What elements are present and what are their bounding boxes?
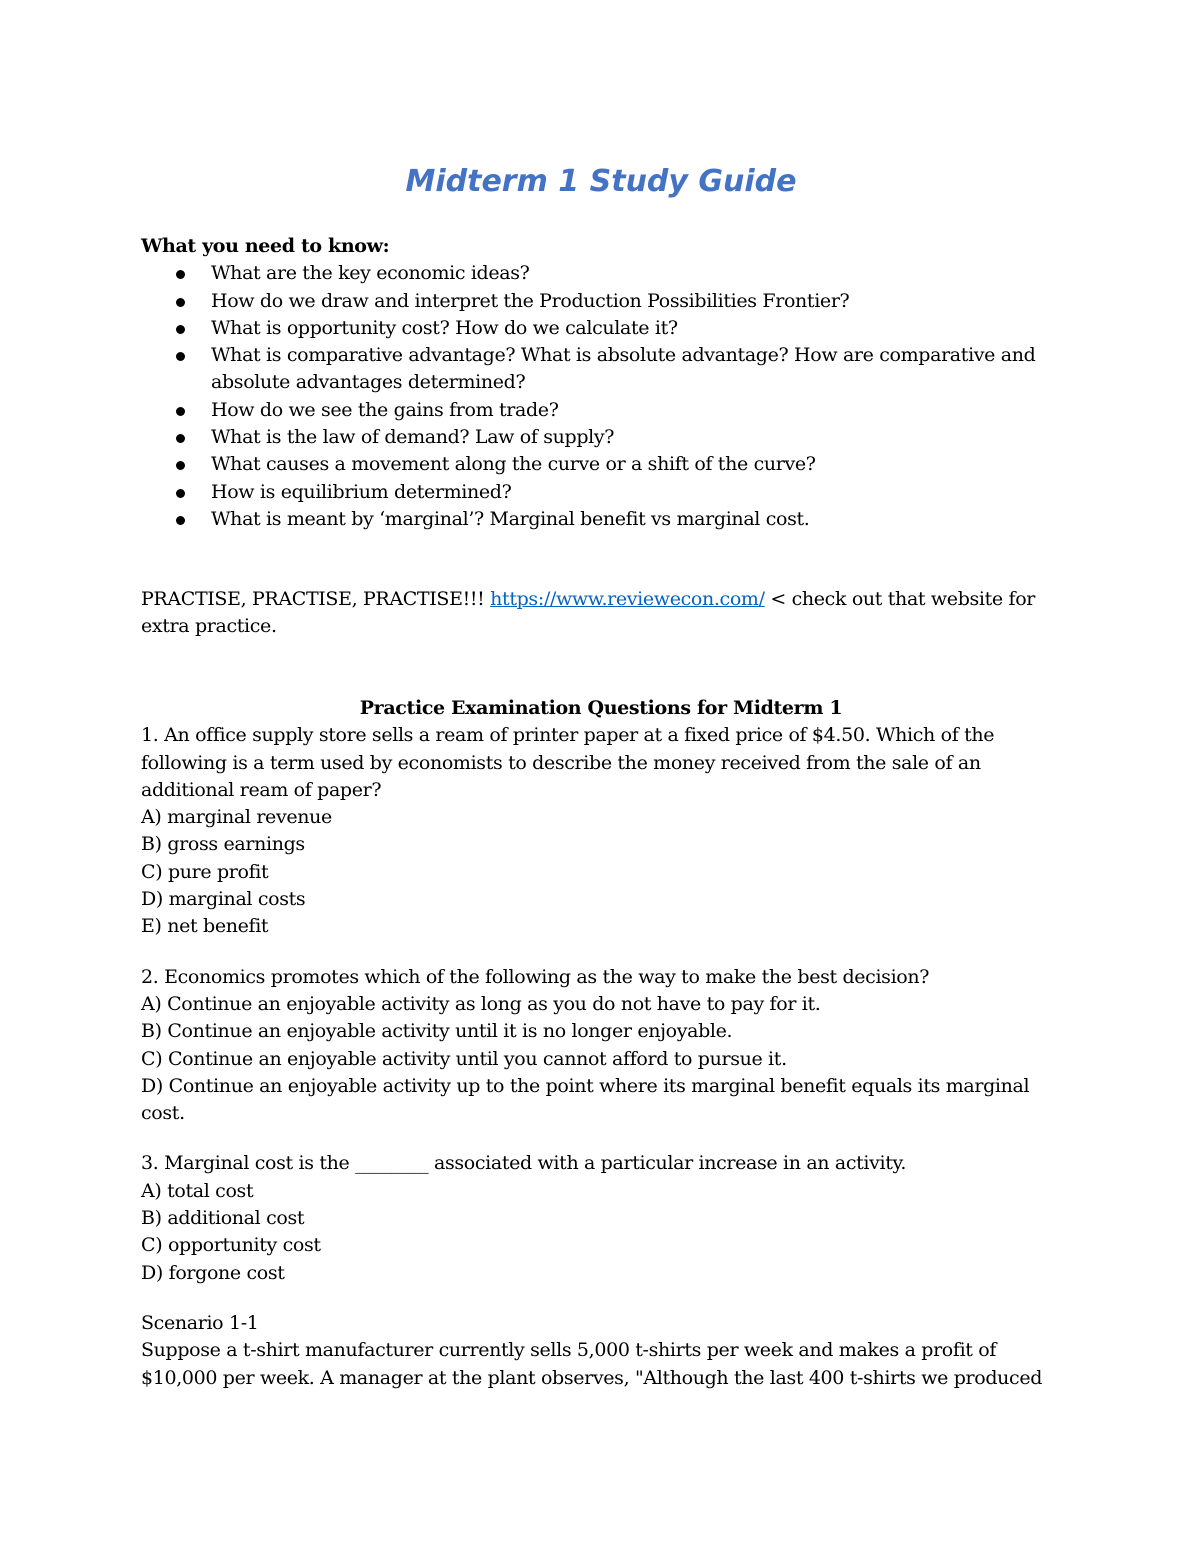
answer-option: A) marginal revenue [141, 806, 332, 829]
list-item: What causes a movement along the curve or a shift of the curve? [141, 451, 1061, 478]
page-title: Midterm 1 Study Guide [405, 164, 797, 199]
practice-exam-heading: Practice Examination Questions for Midterm 1 [359, 697, 843, 719]
answer-option: B) Continue an enjoyable activity until it is no longer enjoyable. [141, 1020, 733, 1043]
bullet-icon [176, 461, 185, 470]
question-stem: 3. Marginal cost is the ________ associated with a particular increase in an activity. [141, 1152, 907, 1175]
answer-option: D) Continue an enjoyable activity up to the point where its marginal benefit equals its marginal cost. [141, 1074, 1030, 1125]
list-item: How do we see the gains from trade? [141, 397, 1061, 424]
practise-paragraph [141, 586, 1061, 641]
answer-option: E) net benefit [141, 915, 269, 938]
answer-option: A) total cost [141, 1179, 254, 1202]
question-3 [141, 1150, 1061, 1286]
answer-option: C) Continue an enjoyable activity until you cannot afford to pursue it. [141, 1047, 787, 1070]
spacer [141, 1287, 1061, 1310]
list-item: What are the key economic ideas? [141, 260, 1061, 287]
scenario-text: Suppose a t-shirt manufacturer currently sells 5,000 t-shirts per week and makes a profit of $10,000 per week. A manager at the plant observes, "Although the last 400 t-shirts we produced [141, 1339, 1043, 1389]
list-item: How is equilibrium determined? [141, 479, 1061, 506]
scenario-label: Scenario 1-1 [141, 1311, 259, 1334]
answer-option: D) marginal costs [141, 888, 306, 911]
practice-exam-section [141, 695, 1061, 1392]
bullet-icon [176, 298, 185, 307]
answer-option: D) forgone cost [141, 1261, 285, 1284]
scenario-1-1 [141, 1310, 1061, 1392]
list-item: What is the law of demand? Law of supply? [141, 424, 1061, 451]
list-item: What is comparative advantage? What is absolute advantage? How are comparative and absolute advantages determined? [141, 342, 1061, 397]
bullet-icon [176, 434, 185, 443]
list-item: How do we draw and interpret the Production Possibilities Frontier? [141, 288, 1061, 315]
answer-option: A) Continue an enjoyable activity as long as you do not have to pay for it. [141, 992, 821, 1015]
bullet-icon [176, 325, 185, 334]
practise-text: PRACTISE, PRACTISE, PRACTISE!!! https://www.reviewecon.com/ < check out that website for extra practice. [141, 588, 1036, 638]
list-item: What is meant by ‘marginal’? Marginal benefit vs marginal cost. [141, 506, 1061, 533]
need-to-know-section [141, 233, 1061, 533]
question-stem: 1. An office supply store sells a ream of printer paper at a fixed price of $4.50. Which of the following is a term used by economists to describe the money received from the sale of an additional ream of paper? [141, 724, 995, 801]
spacer [141, 1127, 1061, 1150]
list-item: What is opportunity cost? How do we calculate it? [141, 315, 1061, 342]
answer-option: C) opportunity cost [141, 1234, 321, 1257]
question-1 [141, 722, 1061, 940]
question-stem: 2. Economics promotes which of the following as the way to make the best decision? [141, 965, 930, 988]
question-2 [141, 964, 1061, 1128]
reviewecon-link[interactable]: https://www.reviewecon.com/ [490, 588, 765, 610]
bullet-icon [176, 407, 185, 416]
answer-option: B) additional cost [141, 1207, 305, 1230]
answer-option: C) pure profit [141, 860, 269, 883]
bullet-icon [176, 352, 185, 361]
need-to-know-heading: What you need to know: [141, 235, 390, 257]
bullet-icon [176, 489, 185, 498]
spacer [141, 941, 1061, 964]
need-to-know-list [141, 260, 1061, 533]
answer-option: B) gross earnings [141, 833, 305, 856]
bullet-icon [176, 516, 185, 525]
bullet-icon [176, 270, 185, 279]
